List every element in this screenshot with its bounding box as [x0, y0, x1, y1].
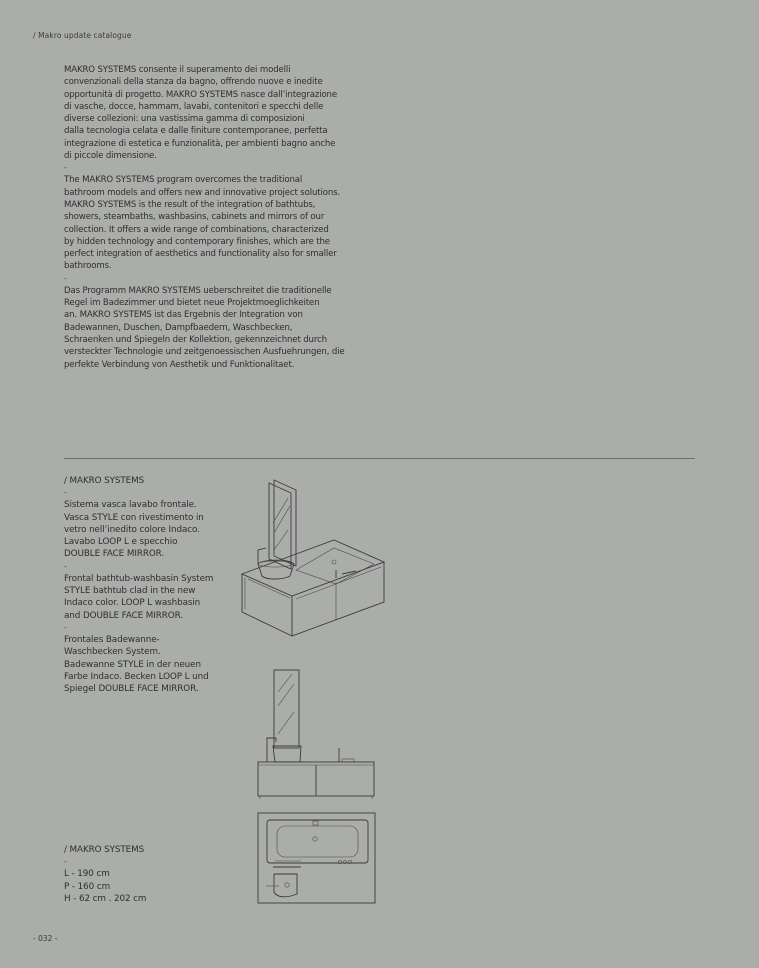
intro-text	[64, 64, 364, 371]
front-elevation-drawing	[256, 668, 378, 802]
system-italian: Sistema vasca lavabo frontale. Vasca STYLE con rivestimento in vetro nell’inedito colore Indaco. Lavabo LOOP L e specchio DOUBLE FACE MIRROR.	[64, 500, 204, 560]
page-number: - 032 -	[33, 934, 58, 943]
dimensions-title: / MAKRO SYSTEMS	[64, 845, 145, 855]
dimensions-block	[64, 844, 234, 905]
dimension-length: L - 190 cm	[64, 869, 110, 880]
separator: -	[64, 561, 68, 572]
separator: -	[64, 163, 67, 174]
intro-german: Das Programm MAKRO SYSTEMS ueberschreitet die traditionelle Regel im Badezimmer und bietet neue Projektmoeglichkeiten an. MAKRO SYSTEMS ist das Ergebnis der Integration von Badewannen, Duschen, Dampfbaedern, Waschbecken, Schraenken und Spiegeln der Kollektion, gekennzeichnet durch versteckter Technologie und zeitgenoessischen Ausfuehrungen, die perfekte Verbindung von Aesthetik und Funktionalitaet.	[64, 285, 345, 370]
isometric-bathtub-drawing	[238, 478, 388, 640]
plan-view-drawing	[257, 812, 377, 906]
intro-english: The MAKRO SYSTEMS program overcomes the traditional bathroom models and offers new and innovative project solutions. MAKRO SYSTEMS is the result of the integration of bathtubs, showers, steambaths, washbasins, cabinets and mirrors of our collection. It offers a wide range of combinations, characterized by hidden technology and contemporary finishes, which are the perfect integration of aesthetics and functionality also for smaller bathrooms.	[64, 175, 341, 272]
separator: -	[64, 273, 67, 284]
intro-italian: MAKRO SYSTEMS consente il superamento dei modelli convenzionali della stanza da bagno, offrendo nuove e inedite opportunità di progetto. MAKRO SYSTEMS nasce dall’integrazione di vasche, docce, hammam, lavabi, contenitori e specchi delle diverse collezioni: una vastissima gamma di composizioni dalla tecnologia celata e dalle finiture contemporanee, perfetta integrazione di estetica e funzionalità, per ambienti bagno anche di piccole dimensione.	[64, 65, 337, 162]
system-english: Frontal bathtub-washbasin System STYLE bathtub clad in the new Indaco color. LOOP L washbasin and DOUBLE FACE MIRROR.	[64, 573, 214, 621]
system-description	[64, 475, 234, 695]
separator: -	[64, 622, 68, 633]
section-divider	[64, 458, 695, 459]
system-title: / MAKRO SYSTEMS	[64, 476, 145, 486]
dimension-depth: P - 160 cm	[64, 881, 111, 892]
dimension-height: H - 62 cm . 202 cm	[64, 893, 147, 904]
system-german: Frontales Badewanne- Waschbecken System. Badewanne STYLE in der neuen Farbe Indaco. Becken LOOP L und Spiegel DOUBLE FACE MIRROR.	[64, 634, 209, 695]
catalogue-header: / Makro update catalogue	[33, 31, 132, 40]
separator: -	[64, 857, 68, 868]
separator: -	[64, 488, 68, 499]
